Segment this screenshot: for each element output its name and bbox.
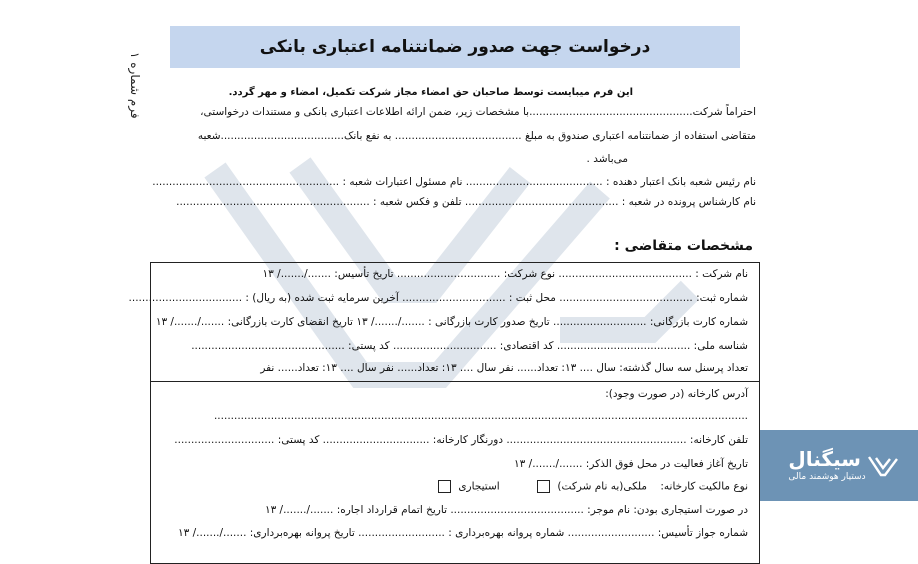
ownership-owned-label: ملکی(به نام شرکت) bbox=[557, 480, 647, 493]
intro-line-1: احتراماً شرکت.................................................با مشخصات زیر، ضمن ارائه اطلاعات اعتباری بانکی و مستندات درخواستی، bbox=[200, 106, 756, 118]
row-ownership bbox=[434, 480, 748, 493]
section-title: مشخصات متقاضی : bbox=[614, 238, 753, 254]
row-factory-address: آدرس کارخانه (در صورت وجود): bbox=[605, 388, 748, 400]
row-lease: در صورت استیجاری بودن: نام موجر: ........................................ تاریخ اتمام قرارداد اجاره: ......./......./ ۱۳ bbox=[264, 504, 748, 516]
row-address-dots: ................................................................................................................................................................ bbox=[213, 410, 748, 422]
row-registration: شماره ثبت: ........................................ محل ثبت : ............................... آخرین سرمایه ثبت شده (به ریال) : .................................. bbox=[128, 292, 748, 304]
row-permit: شماره جواز تأسیس: .......................... شماره پروانه بهره‌برداری : .......................... تاریخ پروانه بهره‌برداری: ......./......./ ۱۳ bbox=[177, 527, 748, 539]
row-personnel: تعداد پرسنل سه سال گذشته: سال .... ۱۳: تعداد...... نفر سال .... ۱۳: تعداد...... نفر سال .... ۱۳: تعداد...... نفر bbox=[260, 362, 748, 374]
row-activity-start: تاریخ آغاز فعالیت در محل فوق الذکر: ......./......./ ۱۳ bbox=[514, 458, 748, 470]
ownership-rented-checkbox[interactable] bbox=[438, 480, 451, 493]
brand-name: سیگنال bbox=[788, 446, 861, 471]
signal-logo-icon bbox=[866, 449, 900, 483]
row-company-name: نام شرکت : ........................................ نوع شرکت: ............................... تاریخ تأسیس: ......./......./ ۱۳ bbox=[262, 268, 748, 280]
ownership-owned-checkbox[interactable] bbox=[537, 480, 550, 493]
intro-line-2: متقاضی استفاده از ضمانتنامه اعتباری صندوق به مبلغ ...................................... به نفع بانک.....................................شعبه bbox=[197, 130, 756, 142]
intro-line-4: نام رئیس شعبه بانک اعتبار دهنده : ......................................... نام مسئول اعتبارات شعبه : ........................................................ bbox=[152, 176, 756, 188]
page-title: درخواست جهت صدور ضمانتنامه اعتباری بانکی bbox=[170, 26, 740, 68]
row-factory-phone: تلفن کارخانه: ...................................................... دورنگار کارخانه: ................................ کد پستی: .............................. bbox=[174, 434, 748, 446]
intro-line-3: می‌باشد . bbox=[586, 153, 628, 165]
row-commercial-card: شماره کارت بازرگانی: ............................ تاریخ صدور کارت بازرگانی : ......./......./ ۱۳ تاریخ انقضای کارت بازرگانی: ......./......./ ۱۳ bbox=[155, 316, 748, 328]
row-national-id: شناسه ملی: ........................................ کد اقتصادی: ............................... کد پستی: .............................................. bbox=[191, 340, 748, 352]
form-note: این فرم میبایست توسط صاحبان حق امضاء مجاز شرکت تکمیل، امضاء و مهر گردد. bbox=[228, 87, 633, 98]
ownership-label: نوع مالکیت کارخانه: bbox=[660, 480, 748, 493]
ownership-rented-label: استیجاری bbox=[458, 480, 500, 493]
intro-line-5: نام کارشناس پرونده در شعبه : .............................................. تلفن و فکس شعبه : .......................................................... bbox=[176, 196, 756, 208]
brand-tagline: دستیار هوشمند مالی bbox=[788, 471, 866, 482]
form-number-label: فرم شماره ۱ bbox=[128, 51, 142, 119]
box-divider bbox=[150, 381, 759, 382]
brand-badge bbox=[760, 430, 918, 501]
